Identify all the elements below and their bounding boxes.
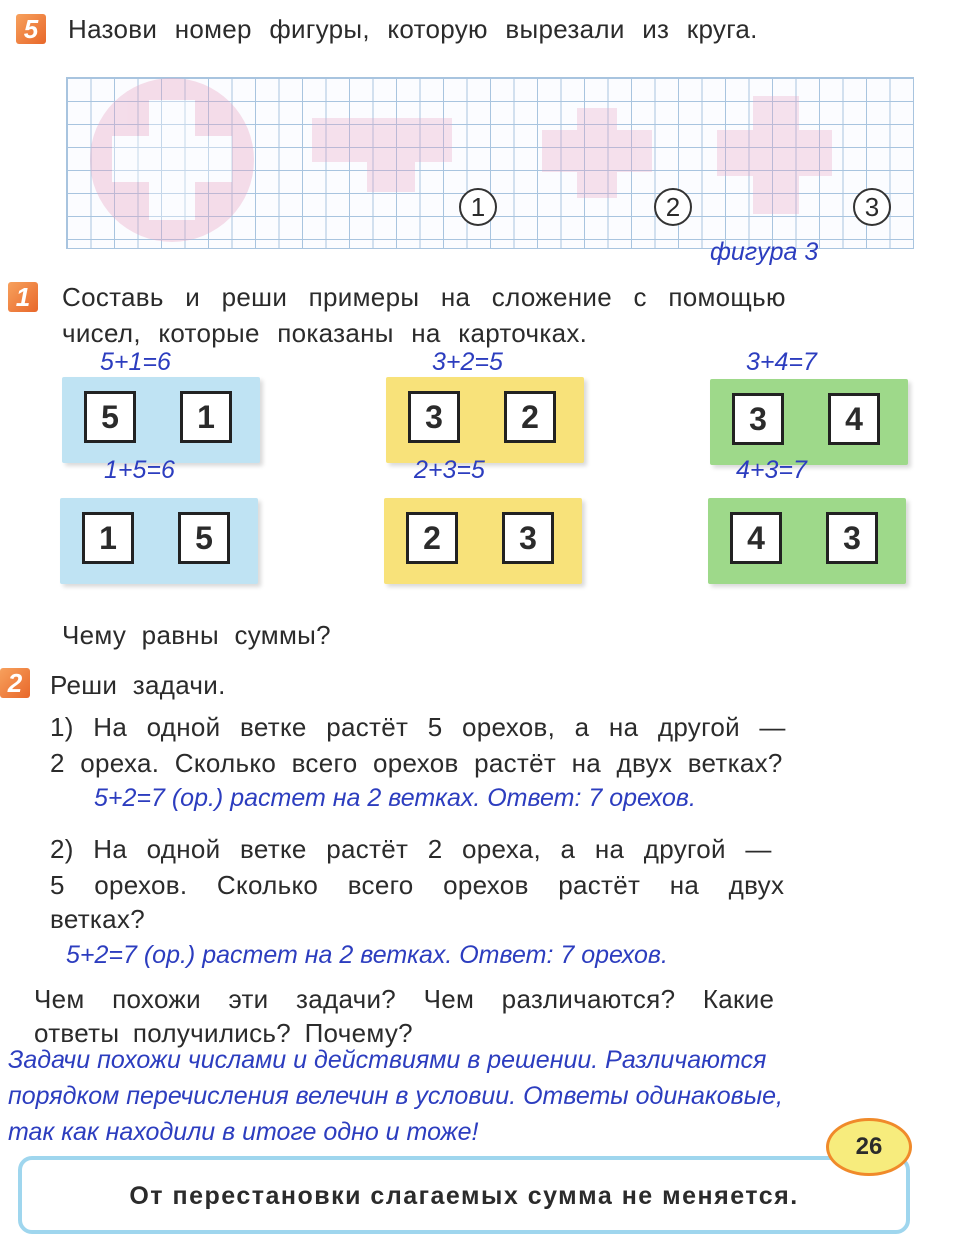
figure-label-2: 2	[654, 188, 692, 226]
rule-text: От перестановки слагаемых сумма не меняется.	[129, 1182, 799, 1210]
card-digit: 5	[178, 512, 230, 564]
card-digit: 1	[82, 512, 134, 564]
card-digit: 4	[730, 512, 782, 564]
figure-label-1: 1	[459, 188, 497, 226]
card-4-answer: 1+5=6	[104, 456, 175, 484]
problem-2-line3: ветках?	[50, 904, 145, 934]
task-1-badge: 1	[8, 282, 38, 312]
figure-label-3: 3	[853, 188, 891, 226]
task-2-answer-line3: так как находили в итоге одно и тоже!	[8, 1118, 479, 1146]
card-digit: 2	[406, 512, 458, 564]
figure-3-shape	[717, 96, 832, 214]
card-3-answer: 3+4=7	[746, 348, 817, 376]
task-1-prompt-line2: чисел, которые показаны на карточках.	[62, 318, 588, 348]
card-6-answer: 4+3=7	[736, 456, 807, 484]
problem-2-answer: 5+2=7 (ор.) растет на 2 ветках. Ответ: 7 орехов.	[66, 941, 668, 969]
card-digit: 5	[84, 391, 136, 443]
card-digit: 3	[502, 512, 554, 564]
card-digit: 2	[504, 391, 556, 443]
task-2-answer-line2: порядком перечисления велечин в условии. Ответы одинаковые,	[8, 1082, 783, 1110]
figures-illustration	[67, 78, 913, 248]
task-1-prompt-line1: Составь и реши примеры на сложение с помощью	[62, 282, 786, 312]
task-5-badge: 5	[16, 14, 46, 44]
card-2-answer: 3+2=5	[432, 348, 503, 376]
problem-1-answer: 5+2=7 (ор.) растет на 2 ветках. Ответ: 7 орехов.	[94, 784, 696, 812]
card-digit: 3	[732, 393, 784, 445]
number-card-3	[710, 379, 908, 465]
task-5-answer: фигура 3	[710, 238, 819, 266]
number-card-5	[384, 498, 582, 584]
task-2-question-line1: Чем похожи эти задачи? Чем различаются? Какие	[34, 984, 775, 1014]
card-1-answer: 5+1=6	[100, 348, 171, 376]
task-2-prompt: Реши задачи.	[50, 670, 226, 700]
problem-2-line2: 5 орехов. Сколько всего орехов растёт на двух	[50, 870, 785, 900]
number-card-1	[62, 377, 260, 463]
number-card-6	[708, 498, 906, 584]
task-2-answer-line1: Задачи похожи числами и действиями в решении. Различаются	[8, 1046, 767, 1074]
figure-1-shape	[312, 118, 452, 192]
rule-box	[18, 1156, 910, 1234]
page-number: 26	[826, 1118, 912, 1176]
number-card-2	[386, 377, 584, 463]
task-5-prompt: Назови номер фигуры, которую вырезали из круга.	[68, 14, 758, 44]
card-digit: 4	[828, 393, 880, 445]
number-card-4	[60, 498, 258, 584]
circle-with-cutout	[90, 78, 254, 242]
figure-grid	[66, 77, 914, 249]
problem-1-line1: 1) На одной ветке растёт 5 орехов, а на другой —	[50, 712, 786, 742]
task-2-question-line2: ответы получились? Почему?	[34, 1018, 413, 1048]
figure-2-shape	[542, 108, 652, 198]
card-digit: 3	[408, 391, 460, 443]
card-digit: 1	[180, 391, 232, 443]
card-digit: 3	[826, 512, 878, 564]
problem-1-line2: 2 ореха. Сколько всего орехов растёт на двух ветках?	[50, 748, 783, 778]
problem-2-line1: 2) На одной ветке растёт 2 ореха, а на другой —	[50, 834, 772, 864]
task-1-question: Чему равны суммы?	[62, 620, 331, 650]
card-5-answer: 2+3=5	[414, 456, 485, 484]
task-2-badge: 2	[0, 668, 30, 698]
